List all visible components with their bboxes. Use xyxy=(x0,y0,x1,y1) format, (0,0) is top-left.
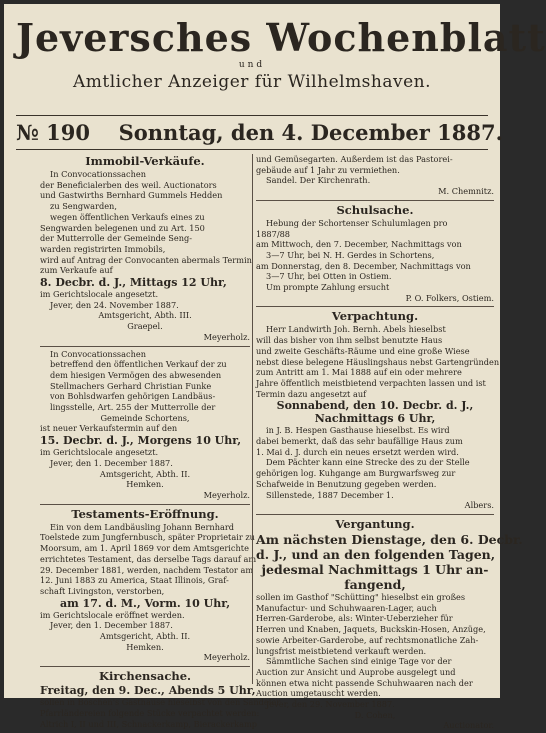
notice-line: können etwa nicht passende Schuhwaaren nach der xyxy=(256,677,473,688)
notice-line: Albers. xyxy=(464,500,494,511)
notice-line: im Gerichtslocale eröffnet werden. xyxy=(40,609,185,620)
notice-line: Amtsgericht, Abth. III. xyxy=(98,310,192,321)
newspaper-title: Jeversches Wochenblatt xyxy=(16,15,546,60)
notice-separator xyxy=(40,666,250,667)
notice-line: Sengwarden belegenen und zu Art. 150 xyxy=(40,222,205,233)
notice-line: Hebung der Schortenser Schulumlagen pro xyxy=(266,217,448,228)
notice-block xyxy=(256,154,494,197)
notice-heading: Verpachtung. xyxy=(331,309,419,324)
notice-line: Jever, den 1. December 1887. xyxy=(50,620,173,631)
notice-line: 29. December 1881, werden, nachdem Testator am xyxy=(40,564,254,575)
notice-line: Freitag, den 9. Dec., Abends 5 Uhr, xyxy=(40,684,256,698)
notice-line: P. O. Folkers, Ostiem. xyxy=(405,292,494,303)
notice-line: sollen im Gasthof "Schütting" hieselbst ein großes xyxy=(256,591,466,602)
notice-line: Herr Landwirth Joh. Bernh. Abels hieselbst xyxy=(266,324,446,335)
notice-line: Amtsgericht, Abth. II. xyxy=(99,631,191,642)
notice-line: zum Verkaufe auf xyxy=(40,265,113,276)
notice-line: 8. Decbr. d. J., Mittags 12 Uhr, xyxy=(40,276,227,290)
notice-line: Jever, den 24. November 1887. xyxy=(50,299,179,310)
notice-line: 1. Mai d. J. durch ein neues ersetzt werden wird. xyxy=(256,446,459,457)
notice-line: Am nächsten Dienstage, den 6. Decbr. xyxy=(256,531,523,547)
notice-line: Sonnabend, den 10. Decbr. d. J., xyxy=(276,399,474,413)
notice-line: sowie Arbeiter-Garderobe, auf rechtsmonatliche Zah- xyxy=(256,634,479,645)
notice-heading: Vergantung. xyxy=(335,516,415,531)
notice-block xyxy=(40,154,250,343)
notice-line: Ein von dem Landbäusling Johann Bernhard xyxy=(50,521,235,532)
notice-heading: Immobil-Verkäufe. xyxy=(85,154,205,168)
notice-line: gebäude auf 1 Jahr zu vermiethen. xyxy=(256,164,400,175)
notice-line: 3—7 Uhr, bei Otten in Ostiem. xyxy=(266,271,392,282)
notice-line: Jever, den 1. December 1887. xyxy=(50,457,173,468)
notice-line: jedesmal Nachmittags 1 Uhr an- xyxy=(261,561,489,577)
notice-line: dem hiesigen Vermögen des abwesenden xyxy=(50,369,222,380)
notice-line: Hemken. xyxy=(126,479,164,490)
notice-line: lingsstelle, Art. 255 der Mutterrolle der xyxy=(50,402,216,413)
newspaper-subtitle: Amtlicher Anzeiger für Wilhelmshaven. xyxy=(72,72,432,92)
notice-line: Sillenstede, 1887 December 1. xyxy=(266,489,394,500)
notice-line: am 17. d. M., Vorm. 10 Uhr, xyxy=(59,596,231,610)
notice-block xyxy=(40,504,257,663)
notice-line: dabei bemerkt, daß das sehr baufällige Haus zum xyxy=(256,436,463,447)
notice-separator xyxy=(40,346,250,347)
notice-line: fangend, xyxy=(344,576,406,592)
notice-line: Dem Pächter kann eine Strecke des zu der Stelle xyxy=(266,457,470,468)
notice-line: zum Antritt am 1. Mai 1888 auf ein oder mehrere xyxy=(256,367,462,378)
notice-line: und Gastwirths Bernhard Gummels Hedden xyxy=(40,190,223,201)
notice-separator xyxy=(256,200,494,201)
notice-line: nebst diese belegene Häuslingshaus nebst Gartengründen xyxy=(256,356,500,367)
notice-line: lungsfrist meistbietend verkauft werden. xyxy=(256,645,427,656)
notice-block xyxy=(256,306,500,511)
right-column xyxy=(256,154,523,733)
notice-line: In Convocationssachen xyxy=(50,348,146,359)
notice-line: Toelstede zum Jungfernbusch, später Proprietair zu xyxy=(40,532,255,543)
notice-line: der Beneficialerben des weil. Auctionators xyxy=(40,179,217,190)
notice-line: Meyerholz. xyxy=(203,489,250,500)
notice-line: sollen in Böschen's Gasthause hieselbst von den Sandeler xyxy=(40,697,281,708)
notice-line: M. Chemnitz. xyxy=(438,186,494,197)
masthead xyxy=(16,15,546,93)
notice-separator xyxy=(256,514,494,515)
notice-line: Termin dazu angesetzt auf xyxy=(256,388,367,399)
issue-rule xyxy=(16,149,488,150)
notice-line: Sämmtliche Sachen sind einige Tage vor der xyxy=(266,656,452,667)
issue-number: 190 xyxy=(46,120,90,145)
issue-date: Sonntag, den 4. December 1887. xyxy=(118,120,503,145)
notice-line: Herren-Garderobe, als: Winter-Ueberzieher für xyxy=(256,613,453,624)
newspaper-page xyxy=(4,4,546,731)
notice-line: Auctionator. xyxy=(443,720,494,731)
notice-line: Auction umgetauscht werden. xyxy=(256,688,381,699)
notice-line: errichtetes Testament, das derselbe Tags darauf am xyxy=(40,553,257,564)
notice-line: von Bohlsdwarfen gehörigen Landbäus- xyxy=(50,391,216,402)
notice-line: Gemeinde Schortens, xyxy=(100,412,190,423)
notice-line: wird auf Antrag der Convocanten abermals Termin xyxy=(40,254,252,265)
notice-line: in J. B. Hespen Gasthause hieselbst. Es wird xyxy=(266,425,450,436)
notice-line: Moorsum, am 1. April 1869 vor dem Amtsgerichte xyxy=(40,543,249,554)
notice-line: Stellmachers Gerhard Christian Funke xyxy=(50,380,212,391)
notice-heading: Testaments-Eröffnung. xyxy=(71,506,219,521)
notice-block xyxy=(256,200,494,304)
notice-line: schaft Livingston, verstorben, xyxy=(40,585,165,596)
notice-line: am Mittwoch, den 7. December, Nachmittags von xyxy=(256,239,462,250)
notice-line: 15. Decbr. d. J., Morgens 10 Uhr, xyxy=(40,434,242,448)
masthead-rule xyxy=(16,115,488,116)
notice-line: Manufactur- und Schuhwaaren-Lager, auch xyxy=(256,602,437,613)
notice-line: Auction zur Ansicht und Auprobe ausgelegt und xyxy=(256,666,456,677)
notice-line: Jever, den 29. November 1887. xyxy=(266,699,395,710)
notice-line: 12. Juni 1883 zu America, Staat Illinois, Graf- xyxy=(40,575,229,586)
notice-line: der Mutterrolle der Gemeinde Seng- xyxy=(40,233,193,244)
notice-line: und Gemüsegarten. Außerdem ist das Pastorei- xyxy=(256,154,453,164)
notice-line: will das bisher von ihm selbst benutzte Haus xyxy=(256,335,443,346)
notice-line: Nachmittags 6 Uhr, xyxy=(314,412,436,426)
notice-line: gehörigen log. Kuhgange am Burgwarfsweg zur xyxy=(256,468,456,479)
notice-line: Schafweide in Benutzung gegeben werden. xyxy=(256,478,437,489)
notice-line: wegen öffentlichen Verkaufs eines zu xyxy=(50,211,205,222)
issue-number-sign: № xyxy=(16,120,39,145)
notice-line: ist neuer Verkaufstermin auf den xyxy=(40,423,178,434)
notice-line: warden registrirten Immobils, xyxy=(40,243,166,254)
notice-line: Graepel. xyxy=(127,321,163,332)
notice-line: Herren und Knaben, Jaquets, Buckskin-Hosen, Anzüge, xyxy=(256,624,486,635)
notice-line: zu Sengwarden, xyxy=(50,201,117,212)
notice-line: 3—7 Uhr, bei N. H. Gerdes in Schortens, xyxy=(266,249,435,260)
notice-heading: Kirchensache. xyxy=(98,669,192,684)
column-divider xyxy=(252,154,253,684)
notice-line: im Gerichtslocale angesetzt. xyxy=(40,447,159,458)
notice-line: Jahre öffentlich meistbietend verpachten lassen und ist xyxy=(256,377,486,388)
notice-line: d. J., und an den folgenden Tagen, xyxy=(256,546,496,562)
notice-separator xyxy=(256,306,494,307)
notice-line: Altrich I, II und III, Schnackerkamp, Bierackerkamp xyxy=(40,718,258,729)
notice-block xyxy=(256,514,523,731)
notice-separator xyxy=(40,504,250,505)
notice-line: D. Cohen, xyxy=(354,709,396,720)
notice-block xyxy=(40,666,281,729)
notice-line: In Convocationssachen xyxy=(50,169,146,179)
notice-line: betreffend den öffentlichen Verkauf der zu xyxy=(50,359,227,370)
issue-line xyxy=(16,120,503,146)
notice-line: im Gerichtslocale angesetzt. xyxy=(40,289,159,300)
notice-line: Hemken. xyxy=(126,641,164,652)
notice-line: am Donnerstag, den 8. December, Nachmittags von xyxy=(256,260,471,271)
notice-line: 1887/88 xyxy=(256,228,291,239)
notice-line: und zweite Geschäfts-Räume und eine große Wiese xyxy=(256,345,470,356)
notice-line: Pfarrländereien folgende Stücke verpachtet werden: xyxy=(40,707,260,718)
notice-line: Sandel. Der Kirchenrath. xyxy=(266,175,371,186)
notice-block xyxy=(40,346,250,501)
notice-line: Um prompte Zahlung ersucht xyxy=(266,282,390,293)
notice-line: Meyerholz. xyxy=(203,331,250,342)
title-connector: und xyxy=(238,60,266,70)
notice-heading: Schulsache. xyxy=(336,202,414,217)
notice-line: Meyerholz. xyxy=(203,652,250,663)
notice-line: Amtsgericht, Abth. II. xyxy=(99,468,191,479)
